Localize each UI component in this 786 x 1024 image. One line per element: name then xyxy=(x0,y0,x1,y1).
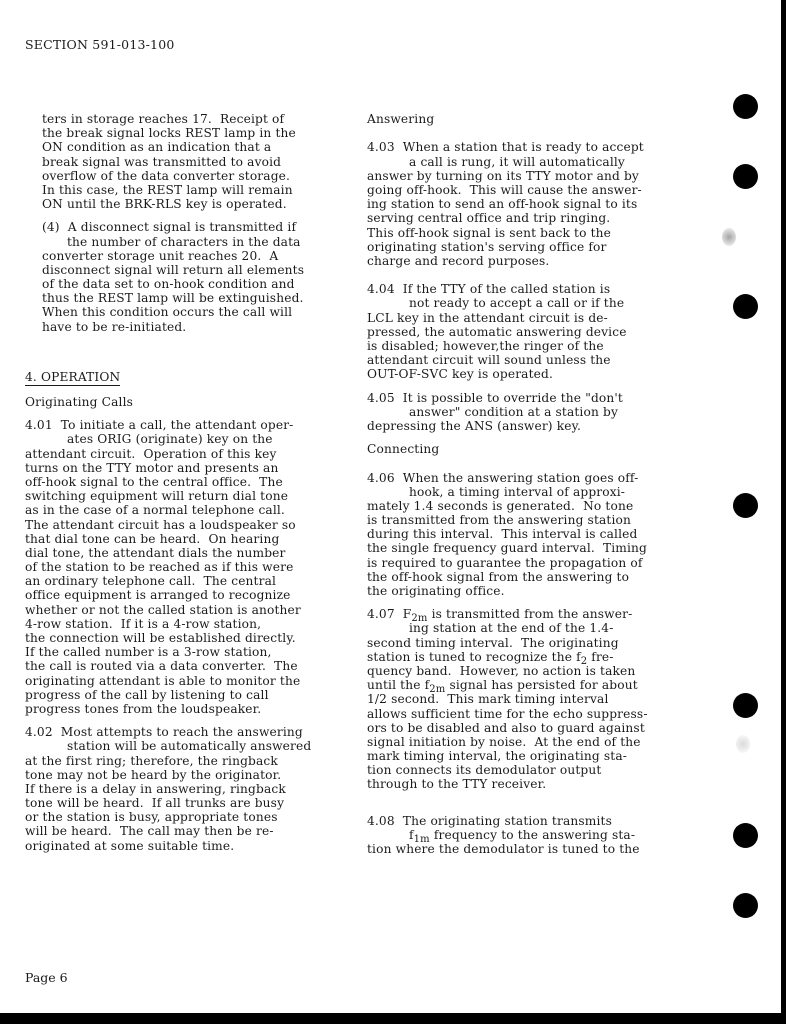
subheading-originating-calls: Originating Calls xyxy=(25,395,134,410)
binder-hole-icon xyxy=(733,164,758,189)
paragraph-4-05: 4.05 It is possible to override the "don't answer" condition at a station by depressing the ANS (answer) key. xyxy=(367,390,623,433)
scan-smudge xyxy=(722,228,736,246)
binder-hole-icon xyxy=(733,493,758,518)
binder-hole-icon xyxy=(733,693,758,718)
binder-hole-icon xyxy=(733,294,758,319)
paragraph-4-01: 4.01 To initiate a call, the attendant oper- ates ORIG (originate) key on the attendant circuit. Operation of this key turns on the TTY motor and presents an off-hook signal to the central office. The switching equipment will return dial tone as in the case of a normal telephone call. The attendant circuit has a loudspeaker so that dial tone can be heard. On hearing dial tone, the attendant dials the number of the station to be reached as if this were an ordinary telephone call. The central office equipment is arranged to recognize whether or not the called station is another 4-row station. If it is a 4-row station, the connection will be established directly. If the called number is a 3-row station, the call is routed via a data converter. The originating attendant is able to monitor the progress of the call by listening to call progress tones from the loudspeaker. xyxy=(25,418,301,716)
scan-edge-right xyxy=(781,0,786,1024)
left-column xyxy=(25,112,345,853)
paragraph-4-03: 4.03 When a station that is ready to accept a call is rung, it will automatically answer by turning on its TTY motor and by going off-hook. This will cause the answer- ing station to send an off-hook signal to its serving central office and trip ringing. This off-hook signal is sent back to the originating station's serving office for charge and record purposes. xyxy=(367,140,644,268)
page-number: Page 6 xyxy=(25,970,68,985)
subheading-connecting: Connecting xyxy=(367,442,440,457)
binder-hole-icon xyxy=(733,94,758,119)
paragraph-4-06: 4.06 When the answering station goes off- hook, a timing interval of approxi- mately 1.4 seconds is generated. No tone is transmitted from the answering station during this interval. This interval is called the single frequency guard interval. Timing is required to guarantee the propagation of the off-hook signal from the answering to the originating office. xyxy=(367,470,647,598)
paragraph-4-08: 4.08 The originating station transmits $f_{1m}$ frequency to the answering sta- tion where the demodulator is tuned to the xyxy=(367,813,640,856)
paragraph-4-02: 4.02 Most attempts to reach the answering station will be automatically answered at the first ring; therefore, the ringback tone may not be heard by the originator. If there is a delay in answering, ringback tone will be heard. If all trunks are busy or the station is busy, appropriate tones will be heard. The call may then be re- originated at some suitable time. xyxy=(25,725,312,853)
paragraph-4-disconnect: (4) A disconnect signal is transmitted if the number of characters in the data converter storage unit reaches 20. A disconnect signal will return all elements of the data set to on-hook condition and thus the REST lamp will be extinguished. When this condition occurs the call will have to be re-initiated. xyxy=(42,220,305,334)
scan-smudge xyxy=(736,735,750,753)
section-heading-operation: 4. OPERATION xyxy=(25,370,345,386)
binder-hole-icon xyxy=(733,823,758,848)
paragraph-4-04: 4.04 If the TTY of the called station is not ready to accept a call or if the LCL key in the attendant circuit is de- pressed, the automatic answering device is disabled; however,the ringer of the attendant circuit will sound unless the OUT-OF-SVC key is operated. xyxy=(367,282,627,382)
scan-edge-bottom xyxy=(0,1013,786,1024)
subheading-answering: Answering xyxy=(367,112,435,126)
right-column xyxy=(367,112,687,856)
paragraph-4-07: 4.07 $F_{2m}$ is transmitted from the answer- ing station at the end of the 1.4- second timing interval. The originating station is tuned to recognize the $f_2$ fre- quency band. However, no action is taken until the $f_{2m}$ signal has persisted for about 1/2 second. This mark timing interval allows sufficient time for the echo suppress- ors to be disabled and also to guard against signal initiation by noise. At the end of the mark timing interval, the originating sta- tion connects its demodulator output through to the TTY receiver. xyxy=(367,607,648,792)
binder-hole-icon xyxy=(733,893,758,918)
paragraph-break-signal-continued: ters in storage reaches 17. Receipt of the break signal locks REST lamp in the ON condition as an indication that a break signal was transmitted to avoid overflow of the data converter storage. In this case, the REST lamp will remain ON until the BRK-RLS key is operated. xyxy=(42,112,296,212)
section-number: SECTION 591-013-100 xyxy=(25,37,175,52)
